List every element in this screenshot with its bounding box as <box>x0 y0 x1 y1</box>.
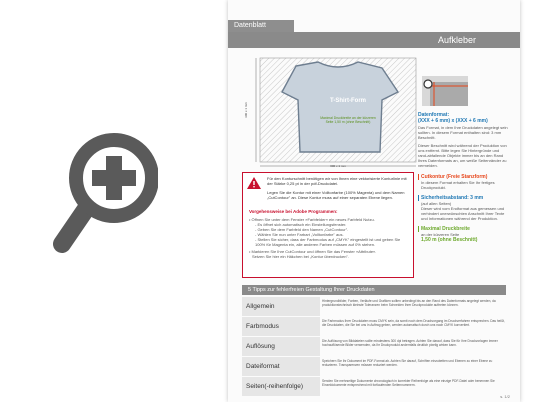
corner-detail <box>422 76 468 106</box>
cut-contour-heading: Cutkontur (Freie Stanzform) <box>418 174 508 180</box>
dataformat-heading: Datenformat: <box>418 112 450 118</box>
warning-step: - Geben Sie dem Farbfeld den Namen „CutContour". <box>255 227 349 232</box>
shape-label: T-Shirt-Form <box>330 98 366 104</box>
tip-row <box>242 377 506 396</box>
tip-label: Dateiformat <box>242 357 320 376</box>
template-artwork <box>248 56 420 170</box>
dataformat-note: Dieser Beschnitt wird während der Produktion von uns entfernt. Bitte legen Sie Hintergründe und rand-abfallende Objekte immer bis an den Rand Ihres Datenformats an, um weiße Seitenränder zu vermeiden. <box>418 143 507 168</box>
warning-step: • Markieren Sie Ihre CutContour und öffnen Sie das Fenster »Attribute«. <box>249 249 377 254</box>
legend-column <box>418 76 508 243</box>
warning-steps <box>249 217 409 259</box>
datasheet-page <box>228 0 520 402</box>
warning-line-2: Legen Sie die Kontur mit einer Volltonfarbe (100% Magenta) und dem Namen „CutContour" an. Diese Kontur muss auf einer separaten Ebene liegen. <box>267 190 405 200</box>
safety-heading: Sicherheitsabstand: 3 mm <box>418 195 508 201</box>
tip-text: Senden Sie mehrseitige Dokumente chronologisch in korrekter Reihenfolge als eine einzige PDF-Datei oder benennen Sie Einzeldokumente entsprechend mit fortlaufenden Seitennummern. <box>322 379 495 388</box>
print-area-note: Maximal Druckbreite an der kürzeren Seite 1,50 m (ohne Beschnitt) <box>320 116 376 125</box>
warning-step: • Öffnen Sie unter dem Fenster »Farbfelder« ein neues Farbfeld Nutzu. <box>249 217 375 222</box>
page-title: Aufkleber <box>228 32 520 48</box>
tip-text: Die Auflösung von Bilddateien sollte mindestens 300 dpi betragen. Achten Sie darauf, dass Sie für Ihre Druckvorlagen immer hochauflösende Bilder verwenden, da Ihr Druckprodukt andernfalls deutlich pixelig wirken kann. <box>322 339 498 348</box>
magnifier-icon <box>424 80 432 88</box>
cutcontour-warning-box <box>242 172 414 278</box>
warning-sub-heading: Vorgehensweise bei Adobe Programmen: <box>249 209 338 214</box>
dataformat-desc: Das Format, in dem Ihre Druckdaten angelegt sein sollten. In diesem Format enthalten sind: 3 mm Beschnitt. <box>418 125 508 140</box>
tips-heading: 5 Tipps zur fehlerfreien Gestaltung Ihrer Druckdaten <box>242 285 506 295</box>
warning-step: Setzen Sie hier ein Häkchen bei „Kontur überdrucken". <box>252 254 350 259</box>
warning-icon <box>247 177 261 189</box>
dataformat-formula: (XXX + 6 mm) x (XXX + 6 mm) <box>418 118 488 124</box>
tip-row <box>242 337 506 356</box>
tip-row <box>242 317 506 336</box>
max-print-value: 1,50 m (ohne Beschnitt) <box>421 237 478 243</box>
warning-line-1: Für den Konturschnitt benötigen wir von Ihnen eine vektorisierte Konturlinie mit der Stärke 0,25 pt in der pdf-Druckdatei. <box>267 176 407 186</box>
tip-label: Allgemein <box>242 297 320 316</box>
warning-step: - Wählen Sie nun unter Farbart „Volltonfarbe" aus. <box>255 232 344 237</box>
tip-label: Seiten(-reihenfolge) <box>242 377 320 396</box>
zoom-in-icon[interactable] <box>48 128 158 258</box>
datasheet-tab: Datenblatt <box>228 20 294 32</box>
tip-label: Farbmodus <box>242 317 320 336</box>
warning-step: - Stellen Sie sicher, dass der Farbmodus auf „CMYK" eingestellt ist und geben Sie 100% für Magenta ein, alle anderen Farben müssen auf 0% stehen. <box>255 237 401 247</box>
max-print-heading: Maximal Druckbreite <box>418 226 508 232</box>
max-print-sub: an der kürzeren Seite <box>421 232 460 237</box>
cut-contour-desc: In diesem Format erhalten Sie Ihr fertiges Druckprodukt. <box>421 180 495 190</box>
template-diagram <box>244 56 420 170</box>
tip-text: Speichern Sie Ihr Dokument im PDF-Format ab. Achten Sie darauf, Schriften einzubetten und Ebenen zu einer Ebene zu reduzieren. Transparenzen müssen reduziert werden. <box>322 359 493 368</box>
safety-desc: Dieser wird vom Endformat aus gemessen und verhindert unerwünschten Anschnitt Ihrer Texte und Informationen während der Produktion. <box>421 206 505 221</box>
tip-text: Die Farbmodus Ihrer Druckdaten muss CMYK sein, da somit noch dem Druckvorgang im Druckverfahren entsprechen. Das heißt, die Druckdaten, die Sie bei uns in Auftrag geben, werden automatisch durch uns nach CMYK konvertiert. <box>322 319 505 328</box>
tip-text: Hintergrundbilder, Farben, Verläufe und Grafiken sollten unbedingt bis an den Rand des Datenformats angelegt werden, da produktionstechnisch kleinste Toleranzen beim Schneiden Ihrer Druckprodukte auftreten können. <box>322 299 496 308</box>
dimension-side: 300 x 1 mm <box>244 102 248 118</box>
safety-sub: (auf allen Seiten) <box>421 201 452 206</box>
tip-row <box>242 357 506 376</box>
warning-step: - Es öffnet sich automatisch ein Einstellungsfenster. <box>255 222 347 227</box>
page-number: s. 1/2 <box>500 394 510 399</box>
dimension-bottom: 300 x 1 mm <box>330 164 346 168</box>
tip-label: Auflösung <box>242 337 320 356</box>
tip-row <box>242 297 506 316</box>
